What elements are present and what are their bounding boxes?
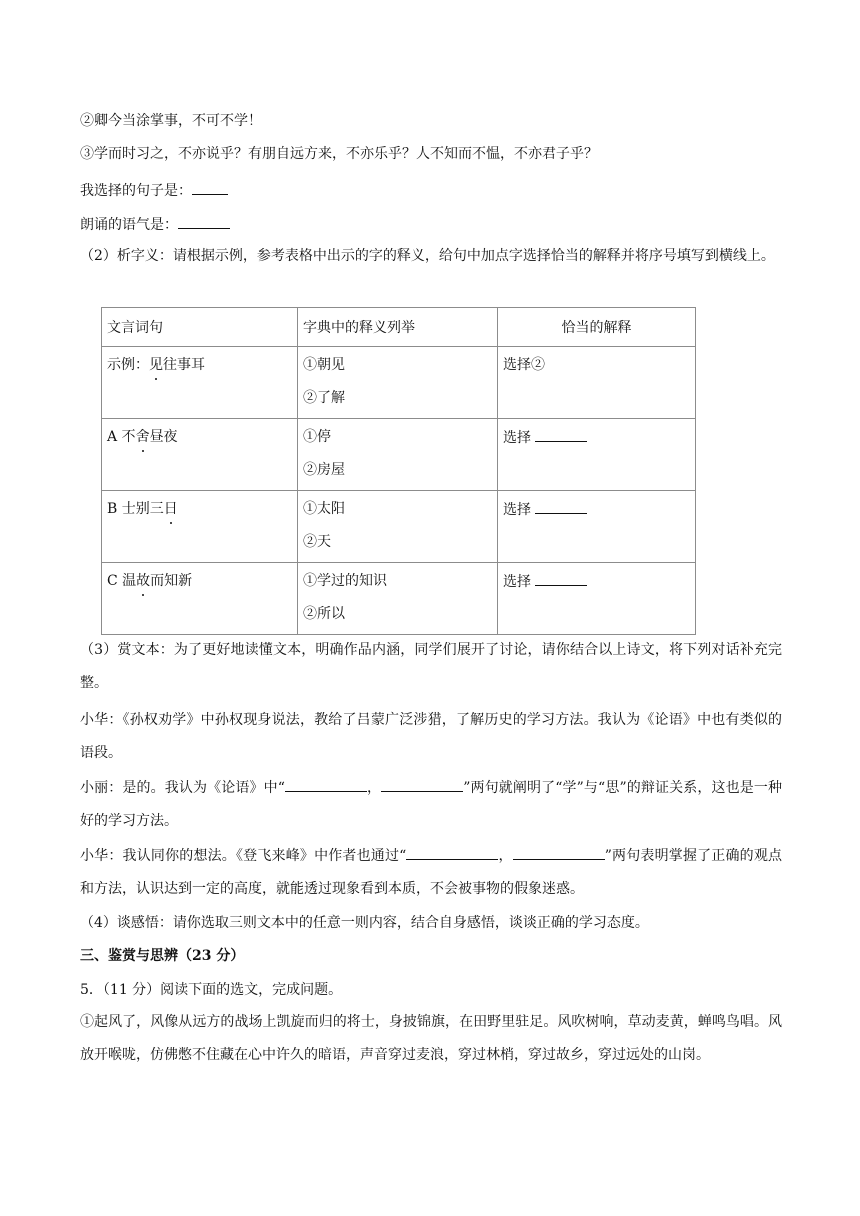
table-cell-meanings — [298, 563, 498, 635]
question-5: 5．（11 分）阅读下面的选文，完成问题。 — [80, 982, 343, 998]
question-2: （2）析字义：请根据示例，参考表格中出示的字的释义，给句中加点字选择恰当的解释并将序号填写到横线上。 — [80, 248, 775, 264]
meaning-option: ①朝见 — [303, 357, 345, 373]
meaning-option: ②房屋 — [303, 462, 345, 478]
word-meaning-table — [101, 307, 696, 635]
table-cell-answer — [498, 491, 696, 563]
chosen-sentence-blank[interactable] — [192, 180, 228, 195]
phrase-text: 而知新 — [150, 573, 193, 589]
quote-line-3: ③学而时习之，不亦说乎？有朋自远方来，不亦乐乎？人不知而不愠，不亦君子乎？ — [80, 146, 598, 162]
chosen-sentence-line — [80, 180, 228, 201]
dialogue-text: ， — [366, 780, 382, 796]
table-cell-phrase — [102, 347, 298, 419]
reading-passage: ①起风了，风像从远方的战场上凯旋而归的将士，身披锦旗，在田野里驻足。风吹树响，草动麦黄，蝉鸣鸟唱。风放开喉咙，仿佛憋不住藏在心中许久的暗语，声音穿过麦浪，穿过林梢，穿过故乡，穿过远处的山岗。 — [80, 1014, 782, 1063]
dotted-character: 舍 — [135, 429, 150, 445]
section-3-heading: 三、鉴赏与思辨（23 分） — [80, 948, 245, 964]
phrase-text: C 温 — [107, 573, 137, 589]
phrase-text: 往事耳 — [163, 357, 205, 373]
poem-blank-2[interactable] — [513, 845, 605, 860]
answer-blank[interactable] — [535, 427, 587, 442]
meaning-option: ②天 — [303, 534, 331, 550]
table-cell-meanings — [298, 491, 498, 563]
dialogue-xiaohua-1: 小华：《孙权劝学》中孙权现身说法，教给了吕蒙广泛涉猎，了解历史的学习方法。我认为《论语》中也有类似的语段。 — [80, 712, 782, 761]
phrase-text: 昼夜 — [149, 429, 178, 445]
meaning-option: ②了解 — [303, 390, 345, 406]
reading-tone-line — [80, 214, 230, 235]
answer-blank[interactable] — [535, 499, 587, 514]
analects-blank-1[interactable] — [285, 777, 367, 792]
dialogue-text: 小华：我认同你的想法。《登飞来峰》中作者也通过“ — [80, 848, 407, 864]
table-cell-answer — [498, 563, 696, 635]
dialogue-text: ”两句表明掌握了正确的观点和方法，认识达到一定的高度，就能透过现象看到本质，不会被事物的假象迷惑。 — [80, 848, 783, 897]
table-header-answer: 恰当的解释 — [498, 308, 696, 347]
question-3: （3）赏文本：为了更好地读懂文本，明确作品内涵，同学们展开了讨论，请你结合以上诗文，将下列对话补充完整。 — [80, 642, 782, 691]
table-cell-phrase — [102, 491, 298, 563]
reading-tone-label: 朗诵的语气是： — [80, 217, 178, 233]
reading-tone-blank[interactable] — [178, 214, 230, 229]
meaning-option: ①学过的知识 — [303, 573, 387, 589]
choice-label: 选择 — [503, 502, 531, 518]
meaning-option: ①太阳 — [303, 501, 345, 517]
table-row — [102, 563, 696, 635]
table-cell-phrase — [102, 419, 298, 491]
table-cell-meanings — [298, 347, 498, 419]
table-cell-meanings — [298, 419, 498, 491]
dotted-character: 故 — [136, 573, 151, 589]
table-cell-answer — [498, 347, 696, 419]
phrase-text: B 士别三 — [107, 501, 164, 517]
dotted-character: 见 — [149, 357, 163, 373]
dialogue-text: ”两句就阐明了“学”与“思”的辩证关系，这也是一种好的学习方法。 — [80, 780, 782, 829]
meaning-option: ②所以 — [303, 606, 345, 622]
choice-label: 选择 — [503, 430, 531, 446]
table-header-row — [102, 308, 696, 347]
quote-line-2: ②卿今当涂掌事，不可不学！ — [80, 113, 262, 129]
poem-blank-1[interactable] — [406, 845, 498, 860]
answer-blank[interactable] — [535, 571, 587, 586]
phrase-text: 示例： — [107, 357, 149, 373]
table-row — [102, 419, 696, 491]
question-4: （4）谈感悟：请你选取三则文本中的任意一则内容，结合自身感悟，谈谈正确的学习态度。 — [80, 915, 649, 931]
table-cell-answer — [498, 419, 696, 491]
choice-label: 选择 — [503, 574, 531, 590]
dialogue-text: 小丽：是的。我认为《论语》中“ — [80, 780, 285, 796]
table-header-meanings: 字典中的释义列举 — [298, 308, 498, 347]
dialogue-text: ， — [498, 848, 513, 864]
dotted-character: 日 — [163, 501, 178, 517]
table-header-phrase: 文言词句 — [102, 308, 298, 347]
dialogue-xiaohua-2 — [80, 840, 782, 906]
table-cell-phrase — [102, 563, 298, 635]
phrase-text: A 不 — [107, 429, 136, 445]
table-row — [102, 491, 696, 563]
analects-blank-2[interactable] — [381, 777, 463, 792]
chosen-sentence-label: 我选择的句子是： — [80, 183, 192, 199]
dialogue-xiaoli — [80, 772, 782, 838]
example-answer: 选择② — [503, 357, 545, 373]
meaning-option: ①停 — [303, 429, 331, 445]
table-row — [102, 347, 696, 419]
